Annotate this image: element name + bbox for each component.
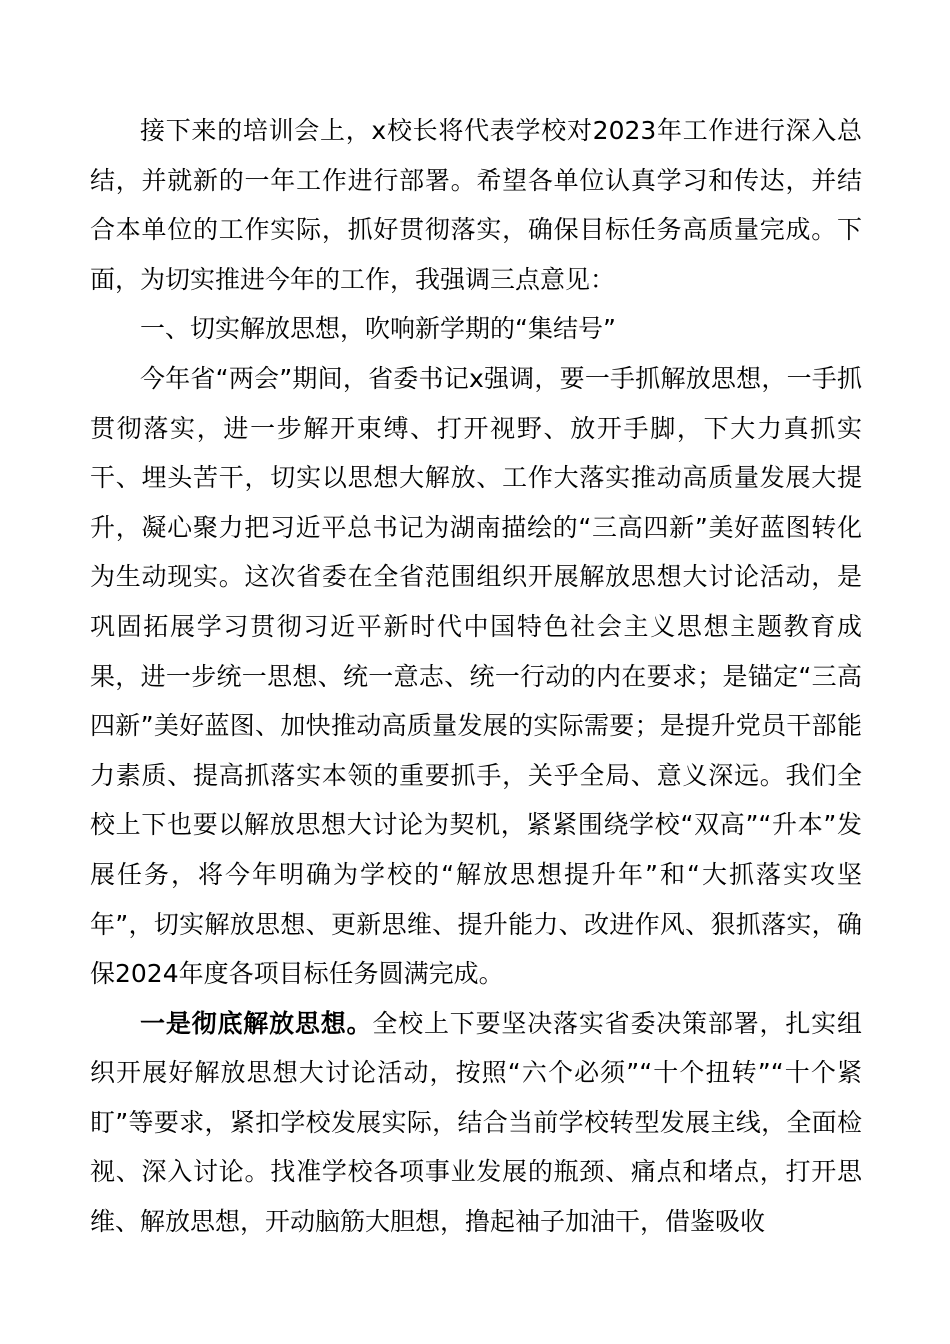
section-heading [90, 304, 862, 354]
paragraph-context [90, 354, 862, 999]
paragraph-text: 全校上下要坚决落实省委决策部署，扎实组织开展好解放思想大讨论活动，按照“六个必须”“十个扭转”“十个紧盯”等要求，紧扣学校发展实际，结合当前学校转型发展主线，全面检视、深入讨论。找准学校各项事业发展的瓶颈、痛点和堵点，打开思维、解放思想，开动脑筋大胆想，撸起袖子加油干，借鉴吸收 [90, 1008, 862, 1237]
section-heading-text: 一、切实解放思想，吹响新学期的“集结号” [140, 314, 616, 344]
paragraph-intro [90, 106, 862, 304]
point-one-lead: 一是彻底解放思想。 [140, 1008, 373, 1038]
paragraph-text: 接下来的培训会上，x校长将代表学校对2023年工作进行深入总结，并就新的一年工作进行部署。希望各单位认真学习和传达，并结合本单位的工作实际，抓好贯彻落实，确保目标任务高质量完成。下面，为切实推进今年的工作，我强调三点意见： [90, 116, 862, 294]
paragraph-text: 今年省“两会”期间，省委书记x强调，要一手抓解放思想，一手抓贯彻落实，进一步解开束缚、打开视野、放开手脚，下大力真抓实干、埋头苦干，切实以思想大解放、工作大落实推动高质量发展大提升，凝心聚力把习近平总书记为湖南描绘的“三高四新”美好蓝图转化为生动现实。这次省委在全省范围组织开展解放思想大讨论活动，是巩固拓展学习贯彻习近平新时代中国特色社会主义思想主题教育成果，进一步统一思想、统一意志、统一行动的内在要求；是锚定“三高四新”美好蓝图、加快推动高质量发展的实际需要；是提升党员干部能力素质、提高抓落实本领的重要抓手，关乎全局、意义深远。我们全校上下也要以解放思想大讨论为契机，紧紧围绕学校“双高”“升本”发展任务，将今年明确为学校的“解放思想提升年”和“大抓落实攻坚年”，切实解放思想、更新思维、提升能力、改进作风、狠抓落实，确保2024年度各项目标任务圆满完成。 [90, 363, 862, 989]
paragraph-point-one [90, 999, 862, 1247]
document-body [90, 106, 862, 1247]
